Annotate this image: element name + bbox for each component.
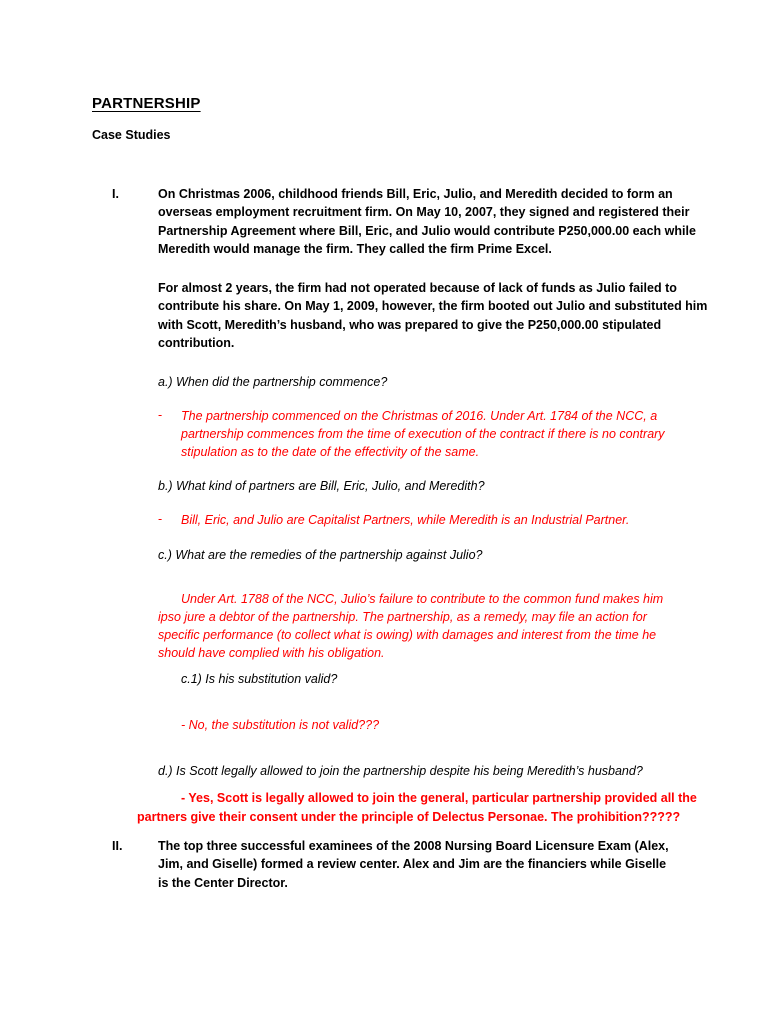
question: c.) What are the remedies of the partnership against Julio?: [158, 548, 483, 562]
case-number: II.: [112, 839, 123, 853]
question: d.) Is Scott legally allowed to join the partnership despite his being Meredith’s husband?: [158, 764, 643, 778]
document-subtitle: Case Studies: [92, 128, 171, 142]
question: a.) When did the partnership commence?: [158, 375, 388, 389]
answer: Under Art. 1788 of the NCC, Julio’s failure to contribute to the common fund makes him ipso jure a debtor of the partnership. The partnership, as a remedy, may file an action for specific performance (to collect what is owing) with damages and interest from the time he should have complied with his obligation.: [158, 592, 664, 660]
question: b.) What kind of partners are Bill, Eric, Julio, and Meredith?: [158, 479, 485, 493]
answer-bullet: -: [158, 408, 163, 422]
case-paragraph: On Christmas 2006, childhood friends Bill, Eric, Julio, and Meredith decided to form an overseas employment recruitment firm. On May 10, 2007, they signed and registered their Partnership Agreement where Bill, Eric, and Julio would contribute P250,000.00 each while Meredith would manage the firm. They called the firm Prime Excel.: [158, 187, 696, 256]
case-number: I.: [112, 187, 119, 201]
answer-bullet: -: [158, 512, 163, 526]
document-title: PARTNERSHIP: [92, 95, 201, 112]
answer: - No, the substitution is not valid???: [181, 718, 380, 732]
answer: Bill, Eric, and Julio are Capitalist Partners, while Meredith is an Industrial Partner.: [181, 513, 630, 527]
answer: partners give their consent under the principle of Delectus Personae. The prohibition?????: [137, 810, 681, 824]
case-paragraph: The top three successful examinees of the 2008 Nursing Board Licensure Exam (Alex, Jim, and Giselle) formed a review center. Alex and Jim are the financiers while Giselle is the Center Director.: [158, 839, 669, 890]
answer: - Yes, Scott is legally allowed to join the general, particular partnership provided all the: [181, 791, 697, 805]
question: c.1) Is his substitution valid?: [181, 672, 338, 686]
answer: The partnership commenced on the Christmas of 2016. Under Art. 1784 of the NCC, a partnership commences from the time of execution of the contract if there is no contrary stipulation as to the date of the effectivity of the same.: [181, 409, 665, 459]
case-paragraph: For almost 2 years, the firm had not operated because of lack of funds as Julio failed to contribute his share. On May 1, 2009, however, the firm booted out Julio and substituted him with Scott, Meredith’s husband, who was prepared to give the P250,000.00 stipulated contribution.: [158, 281, 708, 350]
